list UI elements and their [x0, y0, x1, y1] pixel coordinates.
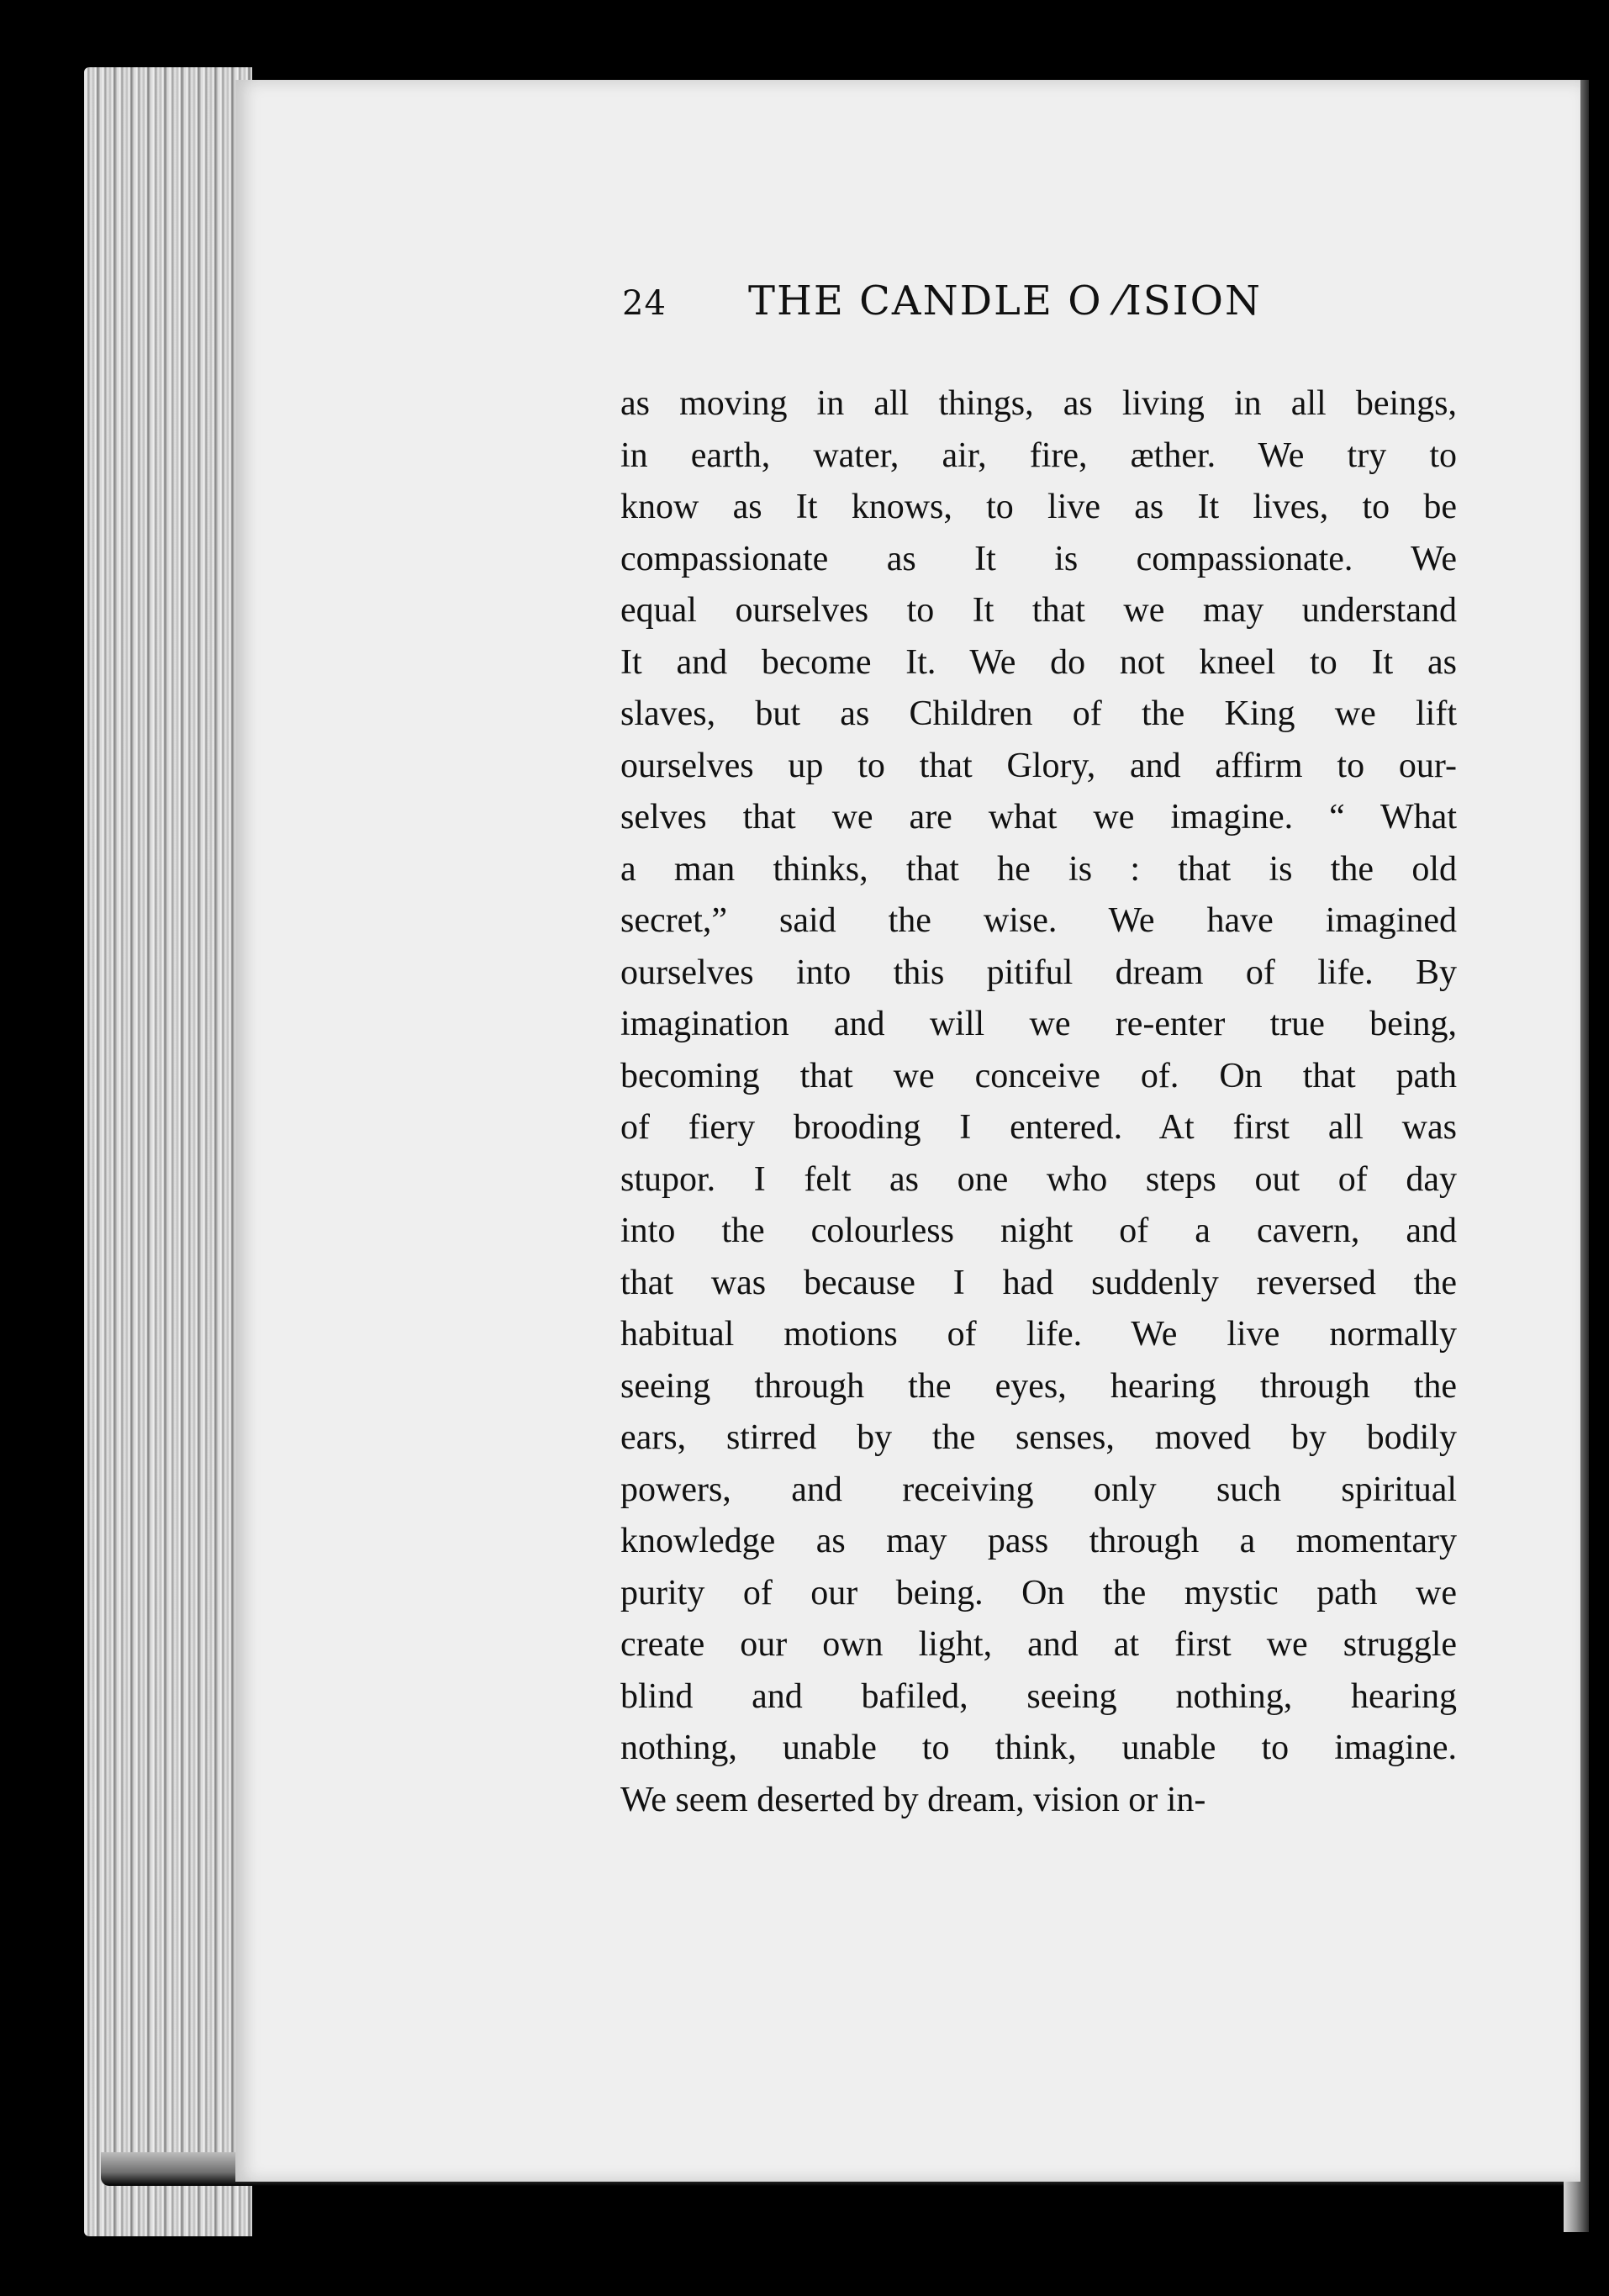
running-head [622, 277, 1463, 345]
text-line: in earth, water, air, fire, æther. We try to [620, 435, 1457, 475]
page-number: 24 [622, 284, 667, 323]
text-line: ears, stirred by the senses, moved by bodily [620, 1418, 1457, 1457]
text-line: ourselves up to that Glory, and affirm to our- [620, 746, 1457, 785]
text-line: a man thinks, that he is : that is the old [620, 849, 1457, 889]
book-page-edges [84, 67, 252, 2236]
text-line: slaves, but as Children of the King we lift [620, 694, 1457, 733]
text-line: seeing through the eyes, hearing through the [620, 1366, 1457, 1406]
text-line: into the colourless night of a cavern, and [620, 1211, 1457, 1250]
text-line: blind and bafiled, seeing nothing, hearing [620, 1676, 1457, 1716]
text-line: that was because I had suddenly reversed the [620, 1263, 1457, 1302]
text-line: of fiery brooding I entered. At first all was [620, 1108, 1457, 1147]
body-text [620, 378, 1457, 1826]
text-line: create our own light, and at first we struggle [620, 1625, 1457, 1664]
text-line: know as It knows, to live as It lives, to be [620, 488, 1457, 526]
text-line: knowledge as may pass through a momentary [620, 1522, 1457, 1560]
text-line: becoming that we conceive of. On that path [620, 1056, 1457, 1095]
text-line: We seem deserted by dream, vision or in- [620, 1780, 1206, 1819]
text-line: purity of our being. On the mystic path we [620, 1573, 1457, 1612]
text-line: as moving in all things, as living in all beings, [620, 384, 1457, 423]
text-line: habitual motions of life. We live normally [620, 1315, 1457, 1354]
text-line: compassionate as It is compassionate. We [620, 539, 1457, 578]
text-line: powers, and receiving only such spiritual [620, 1470, 1457, 1509]
text-line: It and become It. We do not kneel to It as [620, 642, 1457, 682]
text-line: nothing, unable to think, unable to imagine. [620, 1729, 1457, 1767]
text-line: selves that we are what we imagine. “ What [620, 798, 1457, 837]
text-line: ourselves into this pitiful dream of life. By [620, 953, 1457, 992]
text-line: secret,” said the wise. We have imagined [620, 901, 1457, 940]
running-title: THE CANDLE O ⁄ISION [748, 277, 1262, 325]
text-line: imagination and will we re-enter true being, [620, 1005, 1457, 1043]
text-line: stupor. I felt as one who steps out of day [620, 1159, 1457, 1199]
text-line: equal ourselves to It that we may understand [620, 591, 1457, 630]
